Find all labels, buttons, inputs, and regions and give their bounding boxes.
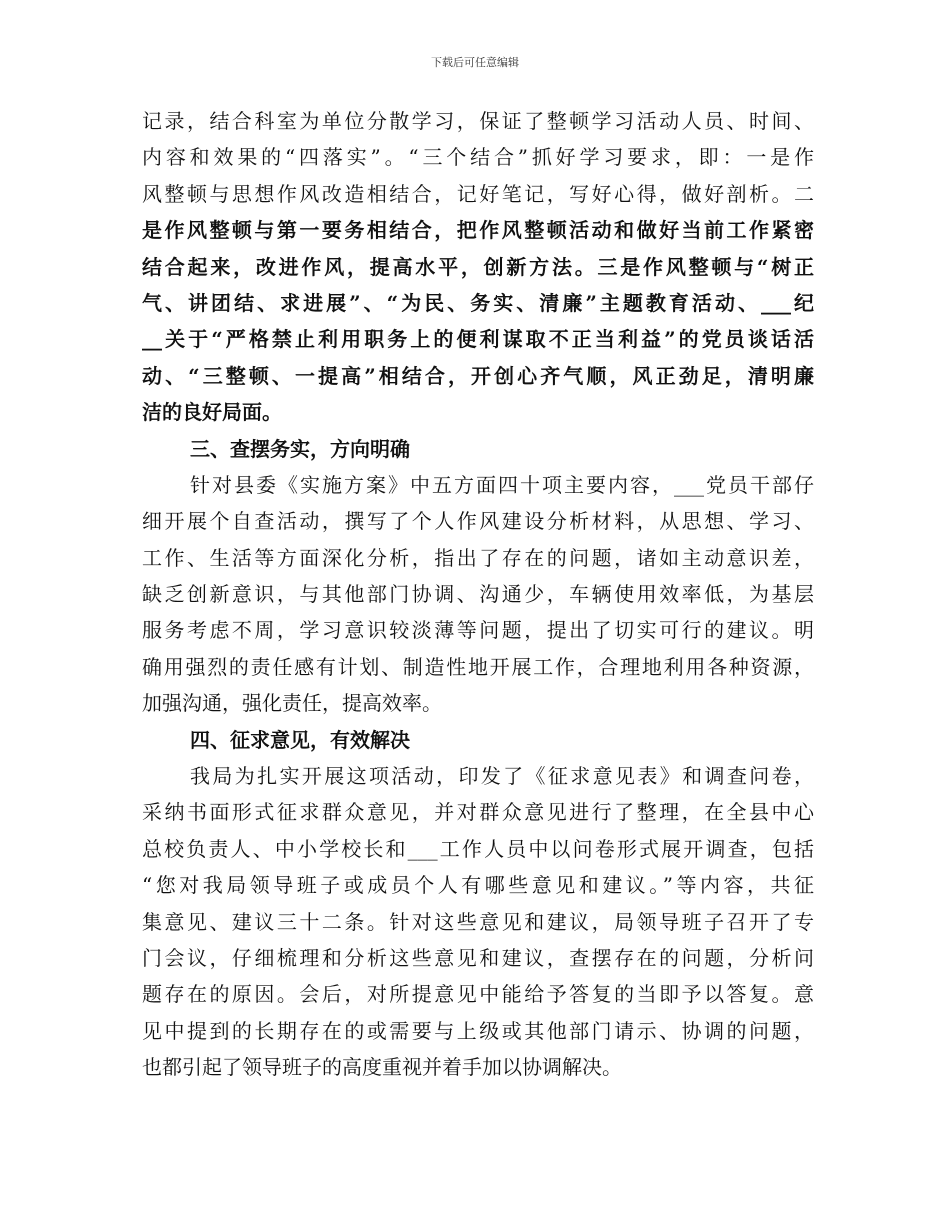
text-line: “您对我局领导班子或成员个人有哪些意见和建议。”等内容，共征: [142, 873, 814, 898]
text-line: 风整顿与思想作风改造相结合，记好笔记，写好心得，做好剖析。二: [142, 181, 814, 206]
text-line: 细开展个自查活动，撰写了个人作风建设分析材料，从思想、学习、: [142, 509, 814, 534]
text-line: 也都引起了领导班子的高度重视并着手加以协调解决。: [142, 1055, 622, 1080]
text-line: 见中提到的长期存在的或需要与上级或其他部门请示、协调的问题，: [142, 1018, 814, 1043]
section-heading: 四、征求意见，有效解决: [190, 727, 410, 752]
document-body: [142, 103, 814, 1086]
page-header: 下载后可任意编辑: [431, 56, 519, 69]
text-line: 题存在的原因。会后，对所提意见中能给予答复的当即予以答复。意: [142, 982, 814, 1007]
text-line: 气、讲团结、求进展”、“为民、务实、清廉”主题教育活动、___纪: [142, 290, 814, 315]
text-line: 确用强烈的责任感有计划、制造性地开展工作，合理地利用各种资源，: [142, 654, 814, 679]
text-line: 加强沟通，强化责任，提高效率。: [142, 691, 442, 716]
text-line: 工作、生活等方面深化分析，指出了存在的问题，诸如主动意识差，: [142, 545, 814, 570]
text-line: 是作风整顿与第一要务相结合，把作风整顿活动和做好当前工作紧密: [142, 218, 814, 243]
text-line: 结合起来，改进作风，提高水平，创新方法。三是作风整顿与“树正: [142, 254, 814, 279]
text-line: 内容和效果的“四落实”。“三个结合”抓好学习要求，即：一是作: [142, 145, 814, 170]
text-line: 动、“三整顿、一提高”相结合，开创心齐气顺，风正劲足，清明廉: [142, 363, 814, 388]
section-heading: 三、查摆务实，方向明确: [190, 436, 410, 461]
text-line: 记录，结合科室为单位分散学习，保证了整顿学习活动人员、时间、: [142, 109, 814, 133]
text-line: 集意见、建议三十二条。针对这些意见和建议，局领导班子召开了专: [142, 909, 814, 934]
text-line: 针对县委《实施方案》中五方面四十项主要内容，___党员干部仔: [190, 472, 814, 497]
text-line: 服务考虑不周，学习意识较淡薄等问题，提出了切实可行的建议。明: [142, 618, 814, 643]
text-line: 采纳书面形式征求群众意见，并对群众意见进行了整理，在全县中心: [142, 800, 814, 825]
text-line: 门会议，仔细梳理和分析这些意见和建议，查摆存在的问题，分析问: [142, 945, 814, 970]
text-line: __关于“严格禁止利用职务上的便利谋取不正当利益”的党员谈话活: [142, 327, 814, 352]
text-line: 缺乏创新意识，与其他部门协调、沟通少，车辆使用效率低，为基层: [142, 582, 814, 607]
text-line: 洁的良好局面。: [142, 400, 282, 425]
text-line: 我局为扎实开展这项活动，印发了《征求意见表》和调查问卷，: [190, 764, 814, 789]
text-line: 总校负责人、中小学校长和___工作人员中以问卷形式展开调查，包括: [142, 836, 814, 861]
